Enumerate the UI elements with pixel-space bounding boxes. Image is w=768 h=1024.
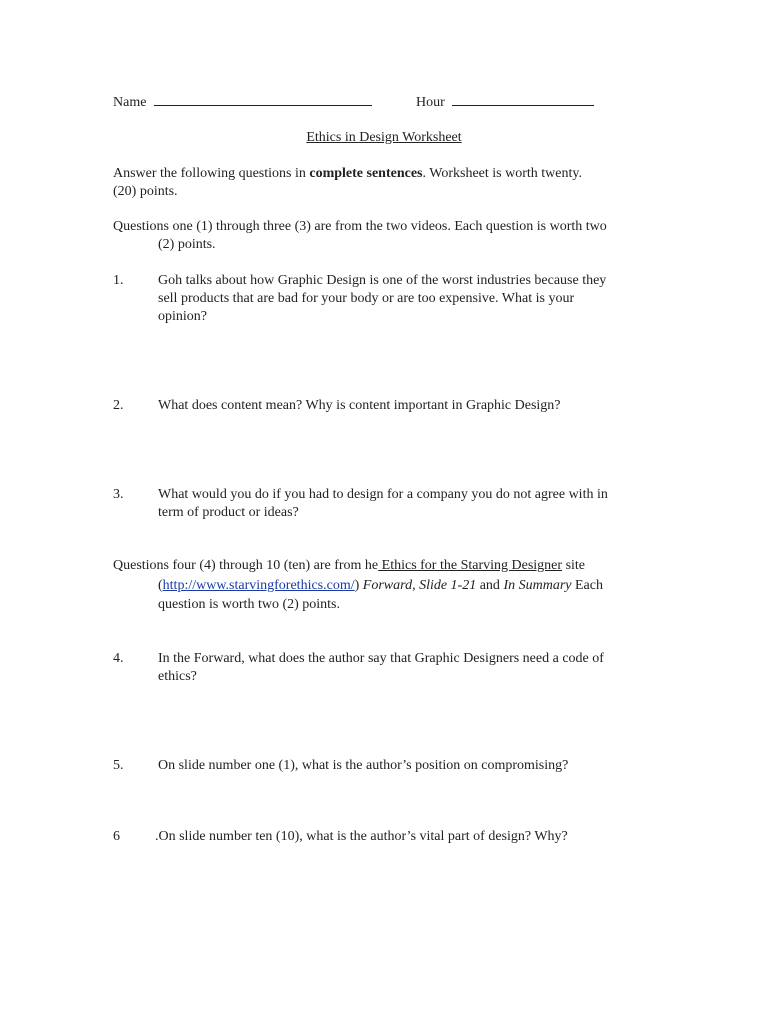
question-4-line-2: ethics? [158,669,197,684]
question-2-line-1: What does content mean? Why is content important in Graphic Design? [158,398,561,413]
question-3-line-1: What would you do if you had to design for a company you do not agree with in [158,487,608,502]
instructions-line-2: (20) points. [113,184,178,199]
question-1-line-2: sell products that are bad for your body or are too expensive. What is your [158,291,575,306]
hour-blank-line [452,93,594,106]
section1-intro-line-2: (2) points. [158,237,216,252]
question-5-line-1: On slide number one (1), what is the author’s position on compromising? [158,758,569,773]
section2-intro-line-1 [113,557,585,575]
in-summary-reference: In Summary [503,578,572,593]
instructions-text: Answer the following questions in [113,166,310,181]
hour-field [416,93,594,112]
section2-and: and [476,578,504,593]
name-label: Name [113,95,147,110]
question-1-line-3: opinion? [158,309,207,324]
site-name-link[interactable]: Ethics for the Starving Designer [378,558,563,573]
question-1-line-1: Goh talks about how Graphic Design is one of the worst industries because they [158,273,607,288]
question-1-number: 1. [113,273,124,288]
instructions-line-1 [113,165,582,183]
section2-site-suffix: site [562,558,586,573]
section2-each: Each [571,578,603,593]
forward-reference: Forward, Slide 1-21 [362,578,477,593]
question-3-line-2: term of product or ideas? [158,505,299,520]
name-field [113,93,372,112]
url-link[interactable]: http://www.starvingforethics.com/ [162,578,355,593]
question-5-number: 5. [113,758,124,773]
question-4-number: 4. [113,651,124,666]
question-6-line-1: .On slide number ten (10), what is the author’s vital part of design? Why? [155,829,568,844]
section2-close-paren: ) [354,578,363,593]
section2-open-paren: ( [158,578,163,593]
section1-intro-line-1: Questions one (1) through three (3) are from the two videos. Each question is worth two [113,219,607,234]
instructions-text-end: . Worksheet is worth twenty. [422,166,582,181]
section2-prefix: Questions four (4) through 10 (ten) are from he [113,558,379,573]
name-blank-line [154,93,372,106]
question-4-line-1: In the Forward, what does the author say that Graphic Designers need a code of [158,651,604,666]
section2-intro-line-2 [158,577,603,595]
question-3-number: 3. [113,487,124,502]
section2-intro-line-3: question is worth two (2) points. [158,597,340,612]
hour-label: Hour [416,95,445,110]
question-6-number: 6 [113,829,120,844]
question-2-number: 2. [113,398,124,413]
worksheet-title: Ethics in Design Worksheet [306,130,462,145]
instructions-emphasis: complete sentences [309,166,423,181]
